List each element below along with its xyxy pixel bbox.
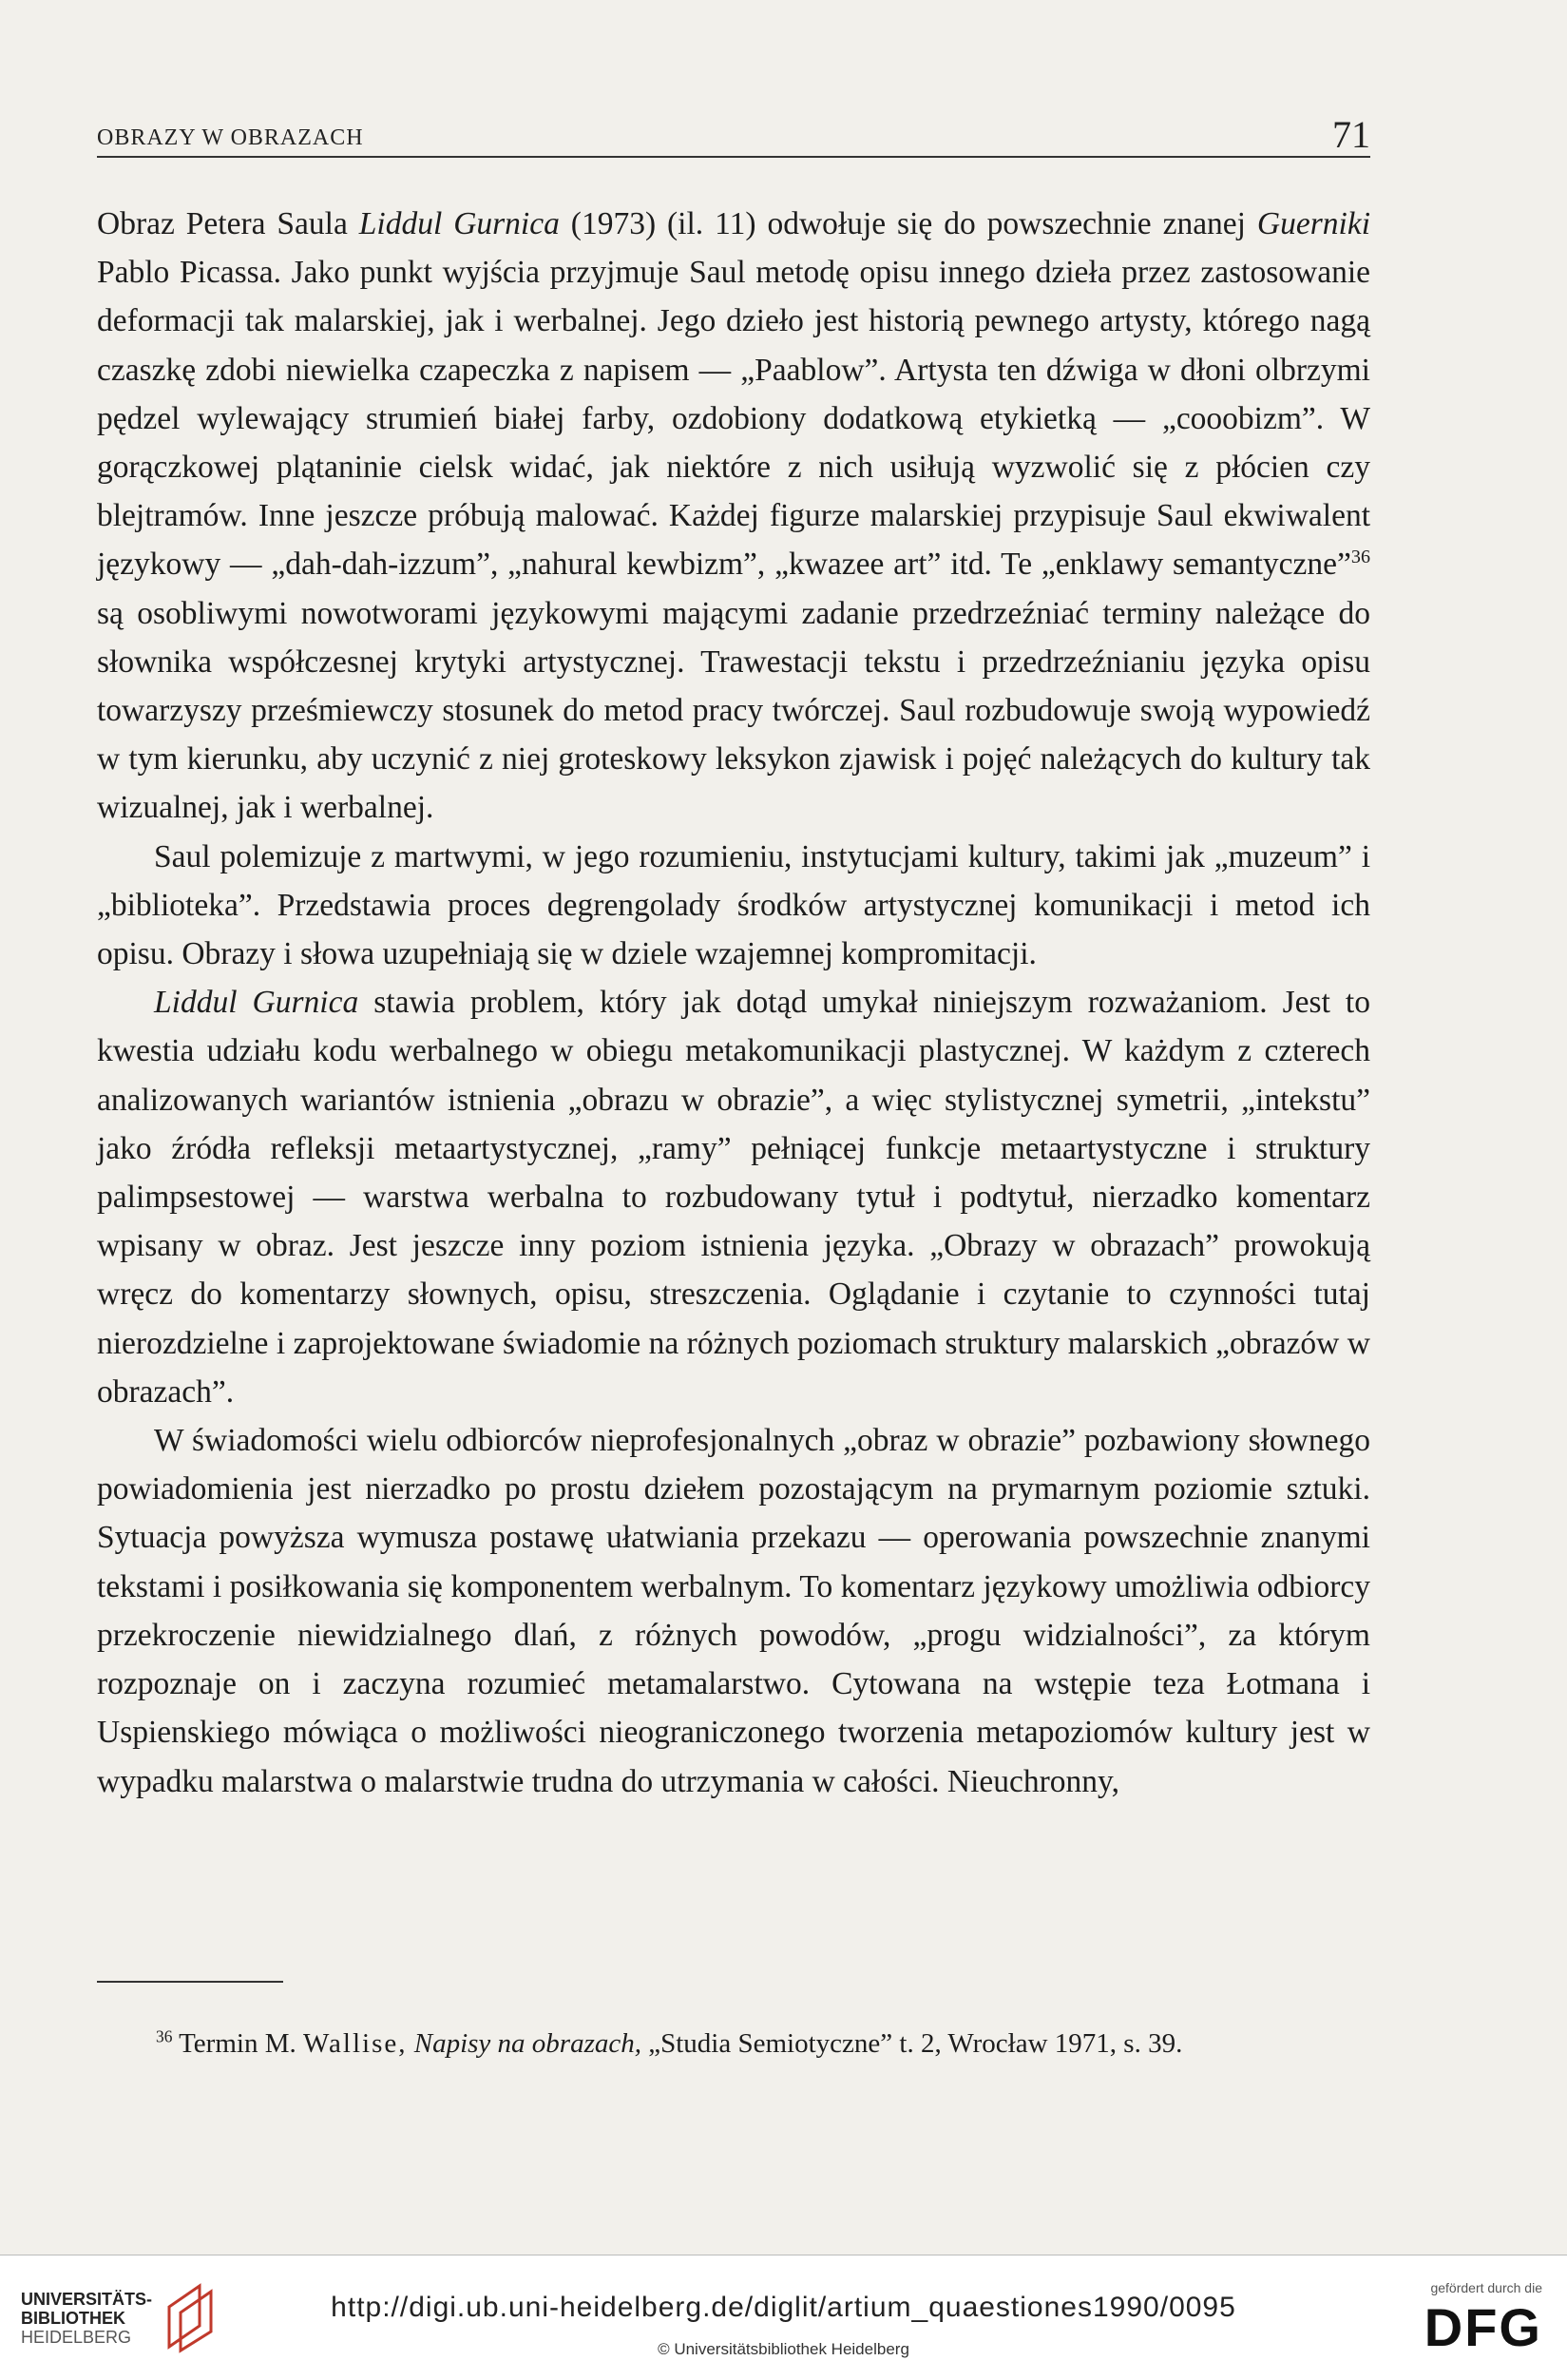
dfg-logo: DFG <box>1424 2297 1542 2357</box>
p1-text-b: (1973) (il. 11) odwołuje się do powszechnie znanej <box>559 206 1257 241</box>
paragraph-4: W świadomości wielu odbiorców nieprofesjonalnych „obraz w obrazie” pozbawiony słownego powiadomienia jest nierzadko po prostu dziełem pozostającym na prymarnym poziomie sztuki. Sytuacja powyższa wymusza postawę ułatwiania przekazu — operowania powszechnie znanymi tekstami i posiłkowania się komponentem werbalnym. To komentarz językowy umożliwia odbiorcy przekroczenie niewidzialnego dlań, z różnych powodów, „progu widzialności”, za którym rozpoznaje on i zaczyna rozumieć metamalarstwo. Cytowana na wstępie teza Łotmana i Uspienskiego mówiąca o możliwości nieograniczonego tworzenia metapoziomów kultury jest w wypadku malarstwa o malarstwie trudna do utrzymania w całości. Nieuchronny, <box>97 1423 1370 1799</box>
work-title-guernica: Guerniki <box>1256 206 1371 241</box>
library-line-1: UNIVERSITÄTS- <box>21 2290 153 2309</box>
copyright-text: © Universitätsbibliothek Heidelberg <box>658 2340 909 2358</box>
funding-note: gefördert durch die <box>1430 2280 1542 2295</box>
footnote-reference: 36 <box>1350 547 1370 568</box>
viewer-footer <box>0 2255 1567 2380</box>
page-number: 71 <box>1332 113 1370 156</box>
work-title: Liddul Gurnica <box>358 206 560 241</box>
body-text <box>97 200 1370 1806</box>
p1-text-d: są osobliwymi nowotworami językowymi mającymi zadanie przedrzeźniać terminy należące do słownika współczesnej krytyki artystycznej. Trawestacji tekstu i przedrzeźnianiu języka opisu towarzyszy prześmiewczy stosunek do metod pracy twórczej. Saul rozbudowuje swoją wypowiedź w tym kierunku, aby uczynić z niej groteskowy leksykon zjawisk i pojęć należących do kultury tak wizualnej, jak i werbalnej. <box>97 595 1370 826</box>
footnote-text-c: „Studia Semiotyczne” t. 2, Wrocław 1971, s. 39. <box>641 2028 1183 2059</box>
library-line-3: HEIDELBERG <box>21 2328 132 2347</box>
paragraph-3 <box>97 978 1370 1416</box>
p1-text-a: Obraz Petera Saula <box>97 206 359 241</box>
p3-text: stawia problem, który jak dotąd umykał niniejszym rozważaniom. Jest to kwestia udziału kodu werbalnego w obiegu metakomunikacji plastycznej. W każdym z czterech analizowanych wariantów istnienia „obrazu w obrazie”, a więc stylistycznej symetrii, „intekstu” jako źródła refleksji metaartystycznej, „ramy” pełniącej funkcje metaartystyczne i struktury palimpsestowej — warstwa werbalna to rozbudowany tytuł i podtytuł, nierzadko komentarz wpisany w obraz. Jest jeszcze inny poziom istnienia języka. „Obrazy w obrazach” prowokują wręcz do komentarzy słownych, opisu, streszczenia. Oglądanie i czytanie to czynności tutaj nierozdzielne i zaprojektowane świadomie na różnych poziomach struktury malarskich „obrazów w obrazach”. <box>97 985 1370 1410</box>
footnote-title: Napisy na obrazach, <box>413 2028 641 2059</box>
footnote-author: Wallise, <box>303 2028 408 2059</box>
footnote-text-a: Termin M. <box>172 2028 303 2059</box>
work-title: Liddul Gurnica <box>154 985 359 1021</box>
footnote-number: 36 <box>156 2026 173 2046</box>
library-line-2: BIBLIOTHEK <box>21 2309 125 2328</box>
running-head: OBRAZY W OBRAZACH <box>97 125 364 150</box>
footnote <box>97 2023 1370 2064</box>
paragraph-1 <box>97 200 1370 833</box>
footnote-divider <box>97 1981 283 1983</box>
footnote-text-b <box>408 2028 414 2059</box>
p1-text-c: Pablo Picassa. Jako punkt wyjścia przyjmuje Saul metodę opisu innego dzieła przez zastosowanie deformacji tak malarskiej, jak i werbalnej. Jego dzieło jest historią pewnego artysty, którego nagą czaszkę zdobi niewielka czapeczka z napisem — „Paablow”. Artysta ten dźwiga w dłoni olbrzymi pędzel wylewający strumień białej farby, ozdobiony dodatkową etykietką — „cooobizm”. W gorączkowej plątaninie cielsk widać, jak niektóre z nich usiłują wyzwolić się z płócien czy blejtramów. Inne jeszcze próbują malować. Każdej figurze malarskiej przypisuje Saul ekwiwalent językowy — „dah-dah-izzum”, „nahural kewbizm”, „kwazee art” itd. Te „enklawy semantyczne” <box>97 255 1370 583</box>
page-header <box>97 112 1370 158</box>
paragraph-2: Saul polemizuje z martwymi, w jego rozumieniu, instytucjami kultury, takimi jak „muzeum” i „biblioteka”. Przedstawia proces degrengolady środków artystycznej komunikacji i metod ich opisu. Obrazy i słowa uzupełniają się w dziele wzajemnej kompromitacji. <box>97 838 1370 972</box>
page-url-link[interactable]: http://digi.ub.uni-heidelberg.de/diglit/artium_quaestiones1990/0095 <box>331 2292 1236 2323</box>
